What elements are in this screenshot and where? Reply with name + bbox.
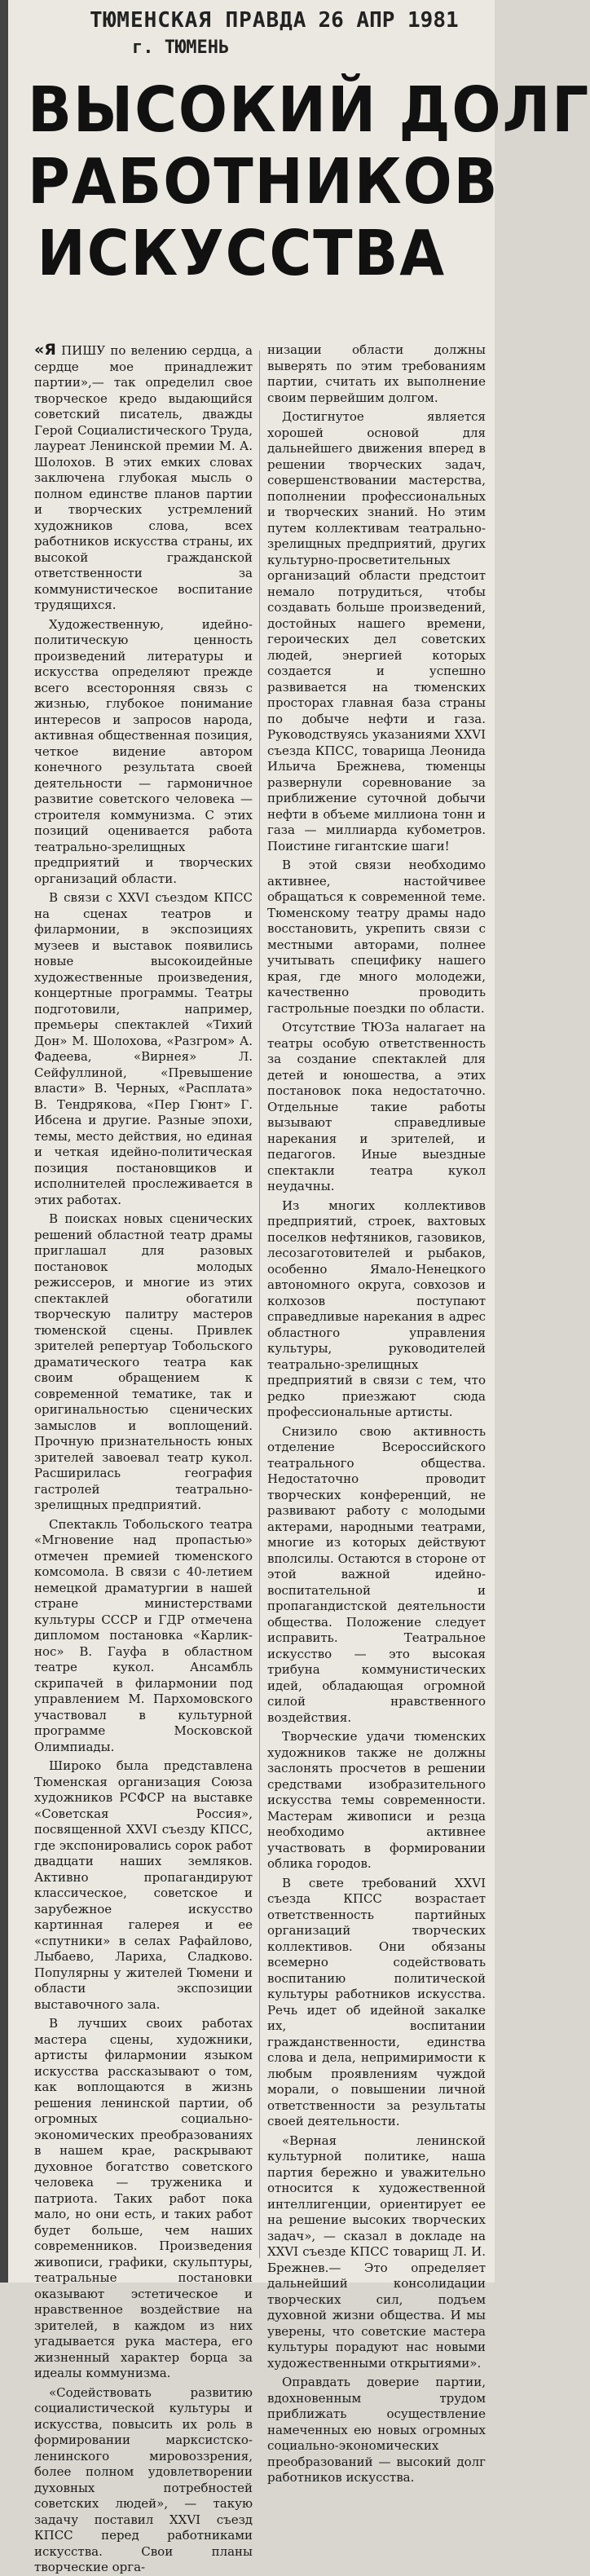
article-paragraph: В связи с XXVI съездом КПСС на сценах театров и филармонии, в экспозициях музеев и выставок появились новые высокоидейные художественные произведения, концертные программы. Театры подготовили, например, премьеры спектаклей «Тихий Дон» М. Шолохова, «Разгром» А. Фадеева, «Вирнея» Л. Сейфуллиной, «Превышение власти» В. Черных, «Расплата» В. Тендрякова, «Пер Гюнт» Г. Ибсена и другие. Разные эпохи, темы, место действия, но единая и четкая идейно-политическая позиция постановщиков и исполнителей прослеживается в этих работах. (34, 890, 253, 1207)
article-headline (28, 74, 590, 290)
article-paragraph: Широко была представлена Тюменская организация Союза художников РСФСР на выставке «Советская Россия», посвященной XXVI съезду КПСС, где экспонировались сорок работ двадцати наших земляков. Активно пропагандируют классическое, советское и зарубежное искусство картинная галерея и ее «спутники» в селах Рафайлово, Лыбаево, Лариха, Сладково. Популярны у жителей Тюмени и области экспозиции выставочного зала. (34, 1758, 253, 2012)
article-paragraph: Отсутствие ТЮЗа налагает на театры особую ответственность за создание спектаклей для детей и юношества, а этих постановок пока недостаточно. Отдельные такие работы вызывают справедливые нарекания и зрителей, и педагогов. Иные выездные спектакли театра кукол неудачны. (267, 1020, 486, 1193)
article-paragraph: Достигнутое является хорошей основой для дальнейшего движения вперед в решении творческих задач, совершенствовании мастерства, пополнении профессиональных и творческих знаний. Но этим путем коллективам театрально-зрелищных предприятий, других культурно-просветительных организаций области предстоит немало потрудиться, чтобы создавать больше произведений, достойных нашего времени, героических дел советских людей, энергией которых создается и успешно развивается на тюменских просторах главная база страны по добыче нефти и газа. Руководствуясь указаниями XXVI съезда КПСС, товарища Леонида Ильича Брежнева, тюменцы развернули соревнование за приближение суточной добычи нефти в объеме миллиона тонн и газа — миллиарда кубометров. Поистине гигантские шаги! (267, 409, 486, 854)
article-paragraph: В лучших своих работах мастера сцены, художники, артисты филармонии языком искусства рассказывают о том, как воплощаются в жизнь решения ленинской партии, об огромных социально-экономических преобразованиях в нашем крае, раскрывают духовное богатство советского человека — труженика и патриота. Таких работ пока мало, но они есть, и таких работ будет больше, чем наших современников. Произведения живописи, графики, скульптуры, театральные постановки оказывают эстетическое и нравственное воздействие на зрителей, в каждом из них угадывается рука мастера, его жизненный характер борца за идеалы коммунизма. (34, 2016, 253, 2380)
newspaper-name: ТЮМЕНСКАЯ ПРАВДА (90, 8, 307, 33)
article-paragraph: В поисках новых сценических решений областной театр драмы приглашал для разовых постановок молодых режиссеров, и многие из этих спектаклей обогатили творческую палитру мастеров тюменской сцены. Привлек зрителей репертуар Тобольского драматического театра как своим обращением к современной тематике, так и оригинальностью сценических замыслов и воплощений. Прочную признательность юных зрителей завоевал театр кукол. Расширилась география гастролей театрально-зрелищных предприятий. (34, 1211, 253, 1512)
headline-line-1: ВЫСОКИЙ ДОЛГ (28, 74, 590, 147)
lead-quote-mark: « (34, 341, 45, 359)
article-column-left (34, 341, 253, 2574)
article-paragraph: Спектакль Тобольского театра «Мгновение над пропастью» отмечен премией тюменского комсомола. В связи с 40-летием немецкой драматургии в нашей стране министерствами культуры СССР и ГДР отмечена дипломом постановка «Карлик-нос» В. Гауфа в областном театре кукол. Ансамбль скрипачей в филармонии под управлением М. Пархомовского участвовал в культурной программе Московской Олимпиады. (34, 1516, 253, 1754)
headline-line-2: РАБОТНИКОВ (28, 146, 500, 218)
article-paragraph: низации области должны выверять по этим требованиям партии, считать их выполнение своим первейшим долгом. (267, 342, 486, 405)
article-paragraph: В этой связи необходимо активнее, настойчивее обращаться к современной теме. Тюменскому театру драмы надо восстановить, укрепить связи с местными авторами, полнее учитывать специфику нашего края, где много молодежи, качественно проводить гастрольные поездки по области. (267, 858, 486, 1016)
city-label: г. ТЮМЕНЬ (132, 37, 230, 58)
column-divider (259, 351, 260, 2258)
article-paragraph (34, 342, 253, 614)
lead-text: ПИШУ по велению сердца, а сердце мое принадлежит партии»,— так определил свое творческое кредо выдающийся советский писатель, дважды Герой Социалистического Труда, лауреат Ленинской премии М. А. Шолохов. В этих емких словах заключена глубокая мысль о полном единстве планов партии и творческих устремлений художников слова, всех работников искусства страны, их высокой гражданской ответственности за коммунистическое воспитание трудящихся. (34, 343, 253, 612)
lead-dropcap: Я (44, 341, 56, 359)
article-paragraph: «Содействовать развитию социалистической культуры и искусства, повысить их роль в формировании марксистско-ленинского мировоззрения, более полном удовлетворении духовных потребностей советских людей», — такую задачу поставил XXVI съезд КПСС перед работниками искусства. Свои планы творческие орга- (34, 2384, 253, 2574)
article-paragraph: «Верная ленинской культурной политике, наша партия бережно и уважительно относится к художественной интеллигенции, ориентирует ее на решение высоких творческих задач», — сказал в докладе на XXVI съезде КПСС товарищ Л. И. Брежнев.— Это определяет дальнейший консолидации творческих сил, подъем духовной жизни общества. И мы уверены, что советские мастера культуры порадуют нас новыми художественными открытиями». (267, 2133, 486, 2371)
article-paragraph: Творческие удачи тюменских художников также не должны заслонять просчетов в решении средствами изобразительного искусства темы современности. Мастерам живописи и резца необходимо активнее участвовать в формировании облика городов. (267, 1729, 486, 1871)
article-paragraph: Снизило свою активность отделение Всероссийского театрального общества. Недостаточно проводит творческих конференций, не развивают работу с молодыми актерами, народными театрами, многие из которых действуют вполсилы. Остаются в стороне от этой важной идейно-воспитательной и пропагандистской деятельности общества. Положение следует исправить. Театральное искусство — это высокая трибуна коммунистических идей, обладающая огромной силой нравственного воздействия. (267, 1423, 486, 1725)
article-paragraph: Оправдать доверие партии, вдохновенным трудом приближать осуществление намеченных ею новых огромных социально-экономических преобразований — высокий долг работников искусства. (267, 2375, 486, 2485)
article-paragraph: Из многих коллективов предприятий, строек, вахтовых поселков нефтяников, газовиков, лесозаготовителей и рыбаков, особенно Ямало-Ненецкого автономного округа, совхозов и колхозов поступают справедливые нарекания в адрес областного управления культуры, руководителей театрально-зрелищных предприятий в связи с тем, что редко приезжают сюда профессиональные артисты. (267, 1198, 486, 1419)
headline-line-3: ИСКУССТВА (37, 218, 446, 290)
article-column-right (267, 342, 486, 2485)
masthead-line (90, 8, 459, 33)
article-paragraph: Художественную, идейно-политическую ценность произведений литературы и искусства определяют прежде всего всесторонняя связь с жизнью, глубокое понимание интересов и запросов народа, активная общественная позиция, четкое видение автором конечного результата своей деятельности — гармоничное развитие советского человека — строителя коммунизма. С этих позиций оценивается работа театрально-зрелищных предприятий и творческих организаций области. (34, 616, 253, 886)
issue-date: 26 АПР 1981 (318, 8, 459, 33)
masthead-stamp (90, 8, 481, 61)
article-paragraph: В свете требований XXVI съезда КПСС возрастает ответственность партийных организаций творческих коллективов. Они обязаны всемерно содействовать воспитанию политической культуры работников искусства. Речь идет об идейной закалке их, воспитании гражданственности, единства слова и дела, непримиримости к любым проявлениям чуждой морали, о повышении личной ответственности за результаты своей деятельности. (267, 1875, 486, 2128)
